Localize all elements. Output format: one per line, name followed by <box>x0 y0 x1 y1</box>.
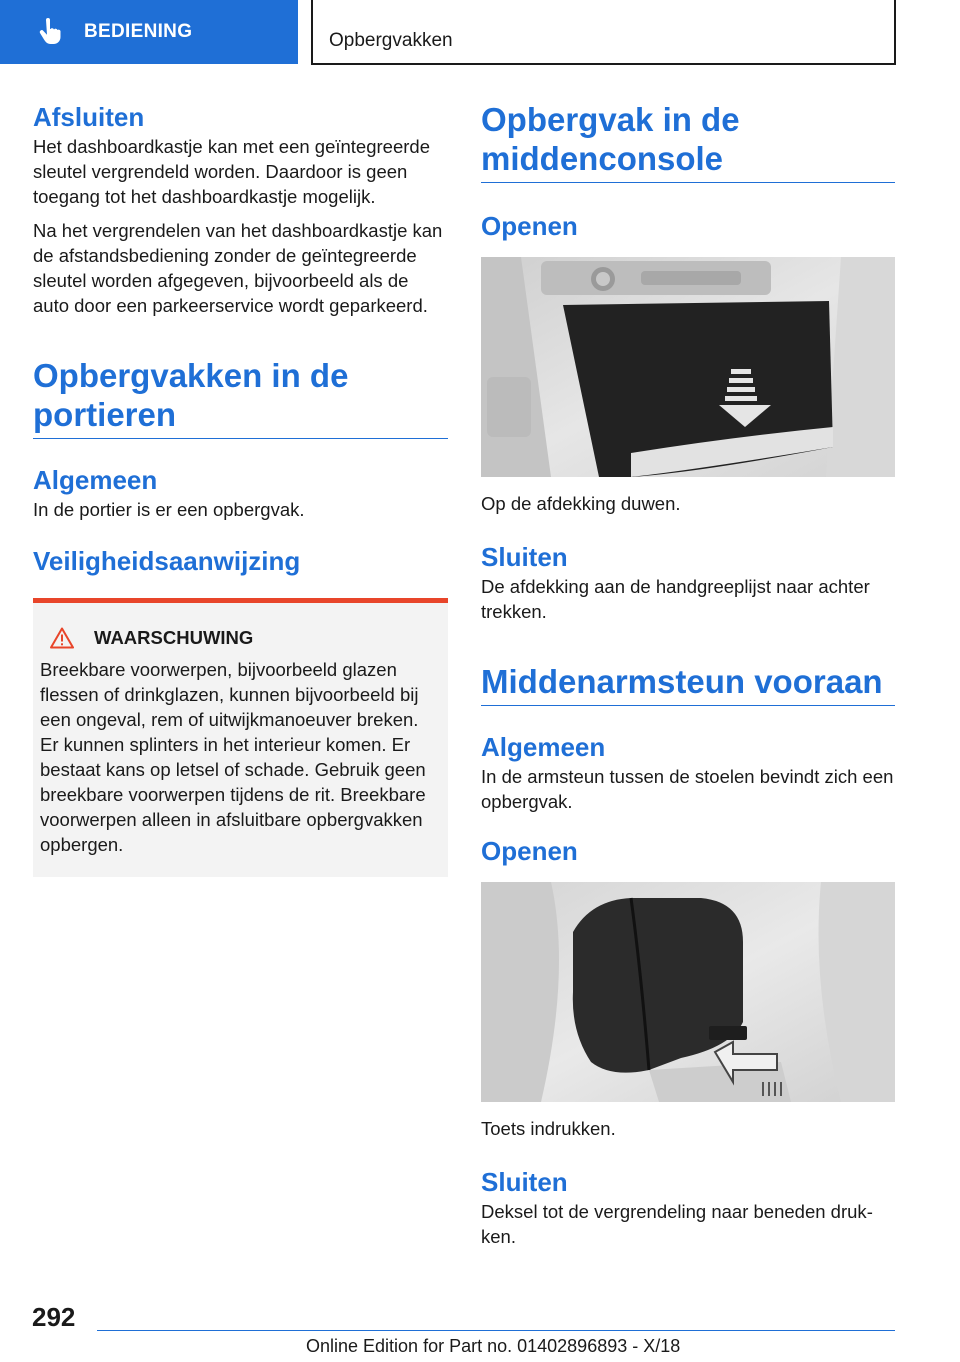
warning-text: Breekbare voorwerpen, bijvoorbeeld glazen flessen of drinkglazen, kunnen bijvoorbeeld bij een ongeval, rem of uitwijkmanoeuver breken. Er kunnen splinters in het interieur komen. Er bestaat kans op letsel of schade. Gebruik geen breekbare voorwerpen tijdens de rit. Breekbare voorwerpen alleen in afsluitbare opbergvakken opbergen. <box>40 659 426 855</box>
heading-openen-2: Openen <box>481 836 578 866</box>
armrest-image <box>481 882 895 1102</box>
heading-sluiten-2: Sluiten <box>481 1167 568 1197</box>
page-title: Opbergvakken <box>329 30 453 51</box>
footer-divider <box>97 1330 895 1331</box>
edition-note: Online Edition for Part no. 01402896893 - X/18 <box>306 1336 681 1356</box>
section-tab <box>0 0 298 64</box>
warning-header <box>40 627 436 649</box>
section-label: BEDIENING <box>84 21 193 42</box>
paragraph-algemeen: In de portier is er een opbergvak. <box>33 499 305 520</box>
paragraph-afsluiten-1: Het dashboardkastje kan met een geïntegreerde sleutel vergrendeld worden. Daardoor is geen toegang tot het dashboardkastje mogelijk. <box>33 136 430 207</box>
paragraph-sluiten-1: De afdekking aan de handgreeplijst naar achter trekken. <box>481 576 870 622</box>
header-title-box <box>311 0 896 65</box>
page-number: 292 <box>32 1302 76 1332</box>
heading-afsluiten: Afsluiten <box>33 102 145 132</box>
heading-middenconsole: Opbergvak in de middenconsole <box>481 100 895 183</box>
warning-box <box>33 598 448 877</box>
heading-sluiten-1: Sluiten <box>481 542 568 572</box>
paragraph-sluiten-2: Deksel tot de vergrendeling naar beneden drukken. <box>481 1201 873 1247</box>
heading-openen-1: Openen <box>481 211 578 241</box>
heading-middenarmsteun: Middenarmsteun vooraan <box>481 662 895 706</box>
paragraph-afsluiten-2: Na het vergrendelen van het dashboardkastje kan de afstandsbediening zonder de geïntegreerde sleutel worden afgegeven, bijvoorbeeld als de auto door een parkeerservice wordt geparkeerd. <box>33 220 443 316</box>
caption-openen-1: Op de afdekking duwen. <box>481 493 681 514</box>
warning-title: WAARSCHUWING <box>94 627 254 648</box>
warning-triangle-icon <box>50 627 74 649</box>
heading-algemeen: Algemeen <box>33 465 158 495</box>
left-column <box>33 100 448 877</box>
console-compartment-image <box>481 257 895 477</box>
heading-portieren: Opbergvakken in de portieren <box>33 356 448 439</box>
heading-veiligheid: Veiligheidsaanwijzing <box>33 546 301 576</box>
paragraph-algemeen-2: In de armsteun tussen de stoelen bevindt zich een opbergvak. <box>481 766 894 812</box>
caption-openen-2: Toets indrukken. <box>481 1118 616 1139</box>
heading-algemeen-2: Algemeen <box>481 732 606 762</box>
right-column <box>481 100 895 1249</box>
hand-pointer-icon <box>38 18 62 46</box>
